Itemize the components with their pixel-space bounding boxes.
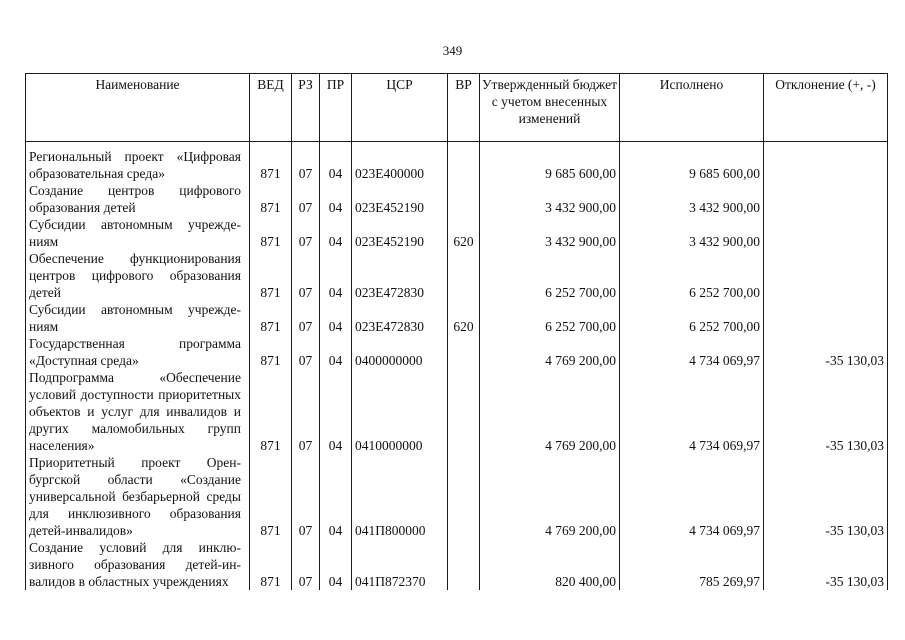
row-vr: [448, 250, 480, 301]
row-csr: 041П800000: [352, 454, 448, 539]
row-executed: 4 734 069,97: [620, 454, 764, 539]
row-deviation: [764, 216, 888, 250]
row-rz: 07: [292, 369, 320, 454]
row-vr: [448, 454, 480, 539]
row-pr: 04: [320, 454, 352, 539]
row-csr: 023Е452190: [352, 216, 448, 250]
row-approved: 820 400,00: [480, 539, 620, 590]
row-csr: 023Е472830: [352, 250, 448, 301]
row-approved: 4 769 200,00: [480, 369, 620, 454]
row-name: Создание условий для инклюзивного образования детей-инвалидов в областных учреждениях: [26, 539, 250, 590]
header-deviation: Отклонение (+, -): [764, 74, 888, 142]
row-pr: 04: [320, 182, 352, 216]
table-row: [26, 301, 888, 335]
row-rz: 07: [292, 539, 320, 590]
row-approved: 9 685 600,00: [480, 148, 620, 182]
row-executed: 6 252 700,00: [620, 301, 764, 335]
row-rz: 07: [292, 301, 320, 335]
row-name: Субсидии автономным учреждениям: [26, 216, 250, 250]
row-deviation: -35 130,03: [764, 369, 888, 454]
row-vr: [448, 369, 480, 454]
row-executed: 4 734 069,97: [620, 369, 764, 454]
row-ved: 871: [250, 182, 292, 216]
row-vr: [448, 148, 480, 182]
table-row: [26, 335, 888, 369]
row-deviation: -35 130,03: [764, 454, 888, 539]
row-csr: 023Е452190: [352, 182, 448, 216]
row-name: Подпрограмма «Обеспечение условий доступности приоритетных объектов и услуг для инвалидов и других маломобильных групп населения»: [26, 369, 250, 454]
header-csr: ЦСР: [352, 74, 448, 142]
table-row: [26, 182, 888, 216]
row-vr: [448, 182, 480, 216]
row-rz: 07: [292, 148, 320, 182]
row-vr: [448, 539, 480, 590]
row-ved: 871: [250, 454, 292, 539]
row-approved: 3 432 900,00: [480, 216, 620, 250]
table-row: [26, 216, 888, 250]
table-header-row: [26, 74, 888, 142]
row-ved: 871: [250, 539, 292, 590]
row-pr: 04: [320, 539, 352, 590]
row-name: Приоритетный проект Оренбургской области «Создание универсальной безбарьерной среды для инклюзивного образования детей-инвалидов»: [26, 454, 250, 539]
row-name: Государственная программа «Доступная среда»: [26, 335, 250, 369]
header-executed: Исполнено: [620, 74, 764, 142]
header-vr: ВР: [448, 74, 480, 142]
row-deviation: -35 130,03: [764, 539, 888, 590]
row-approved: 6 252 700,00: [480, 250, 620, 301]
row-pr: 04: [320, 250, 352, 301]
row-rz: 07: [292, 335, 320, 369]
row-executed: 6 252 700,00: [620, 250, 764, 301]
row-vr: 620: [448, 216, 480, 250]
table-row: [26, 369, 888, 454]
header-ved: ВЕД: [250, 74, 292, 142]
row-approved: 6 252 700,00: [480, 301, 620, 335]
row-ved: 871: [250, 335, 292, 369]
page-number: 349: [442, 43, 463, 58]
row-executed: 4 734 069,97: [620, 335, 764, 369]
row-executed: 9 685 600,00: [620, 148, 764, 182]
table-row: [26, 539, 888, 590]
row-approved: 3 432 900,00: [480, 182, 620, 216]
header-approved: Утвержденный бюджет с учетом внесенных изменений: [480, 74, 620, 142]
row-deviation: [764, 301, 888, 335]
row-deviation: [764, 250, 888, 301]
row-name: Субсидии автономным учреждениям: [26, 301, 250, 335]
budget-table: [25, 73, 888, 590]
row-pr: 04: [320, 216, 352, 250]
row-pr: 04: [320, 335, 352, 369]
row-ved: 871: [250, 148, 292, 182]
row-deviation: -35 130,03: [764, 335, 888, 369]
row-name: Региональный проект «Цифровая образовательная среда»: [26, 148, 250, 182]
row-ved: 871: [250, 250, 292, 301]
row-rz: 07: [292, 250, 320, 301]
row-csr: 0400000000: [352, 335, 448, 369]
row-rz: 07: [292, 216, 320, 250]
header-name: Наименование: [26, 74, 250, 142]
row-csr: 041П872370: [352, 539, 448, 590]
row-executed: 3 432 900,00: [620, 216, 764, 250]
row-name: Создание центров цифрового образования детей: [26, 182, 250, 216]
row-ved: 871: [250, 301, 292, 335]
row-csr: 023Е400000: [352, 148, 448, 182]
row-vr: [448, 335, 480, 369]
row-name: Обеспечение функционирования центров цифрового образования детей: [26, 250, 250, 301]
row-executed: 785 269,97: [620, 539, 764, 590]
row-approved: 4 769 200,00: [480, 335, 620, 369]
header-pr: ПР: [320, 74, 352, 142]
row-deviation: [764, 148, 888, 182]
row-rz: 07: [292, 182, 320, 216]
row-pr: 04: [320, 148, 352, 182]
row-vr: 620: [448, 301, 480, 335]
row-deviation: [764, 182, 888, 216]
row-rz: 07: [292, 454, 320, 539]
header-rz: РЗ: [292, 74, 320, 142]
table-row: [26, 454, 888, 539]
row-approved: 4 769 200,00: [480, 454, 620, 539]
table-row: [26, 250, 888, 301]
row-executed: 3 432 900,00: [620, 182, 764, 216]
row-pr: 04: [320, 369, 352, 454]
row-csr: 0410000000: [352, 369, 448, 454]
row-csr: 023Е472830: [352, 301, 448, 335]
table-row: [26, 148, 888, 182]
row-ved: 871: [250, 369, 292, 454]
row-ved: 871: [250, 216, 292, 250]
row-pr: 04: [320, 301, 352, 335]
